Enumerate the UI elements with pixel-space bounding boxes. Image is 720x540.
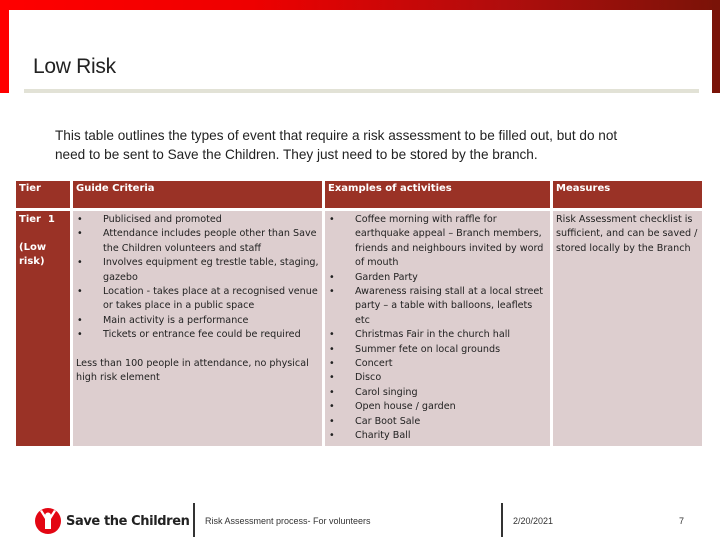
criteria-cell	[73, 211, 322, 446]
list-item: • Christmas Fair in the church hall	[328, 328, 547, 342]
intro-paragraph: This table outlines the types of event that require a risk assessment to be filled out, but do not need to be sent to Save the Children. They just need to be stored by the branch.	[55, 128, 618, 162]
logo-text: Save the Children	[66, 513, 190, 529]
slide-title: Low Risk	[33, 55, 116, 78]
list-item: • Involves equipment eg trestle table, staging, gazebo	[76, 256, 319, 285]
examples-list	[328, 213, 547, 444]
footer-presentation-title: Risk Assessment process- For volunteers	[205, 516, 371, 526]
table-header-row	[16, 181, 702, 208]
list-item: • Car Boot Sale	[328, 415, 547, 429]
list-item: • Tickets or entrance fee could be required	[76, 328, 319, 342]
header-tier: Tier	[16, 181, 70, 208]
header-examples: Examples of activities	[325, 181, 550, 208]
slide-frame-left	[0, 0, 9, 93]
measures-text: Risk Assessment checklist is sufficient, and can be saved / stored locally by the Branch	[556, 214, 698, 254]
tier-sublabel: (Low risk)	[19, 242, 47, 267]
list-item: • Garden Party	[328, 271, 547, 285]
list-item: • Main activity is a performance	[76, 314, 319, 328]
list-item: • Disco	[328, 371, 547, 385]
list-item: • Charity Ball	[328, 429, 547, 443]
examples-cell	[325, 211, 550, 446]
risk-table	[13, 178, 705, 449]
list-item: • Coffee morning with raffle for earthquake appeal – Branch members, friends and neighbours invited by word of mouth	[328, 213, 547, 271]
title-divider	[24, 89, 699, 93]
list-item: • Open house / garden	[328, 400, 547, 414]
slide-frame-top	[0, 0, 720, 10]
list-item: • Awareness raising stall at a local street party – a table with balloons, leaflets etc	[328, 285, 547, 328]
list-item: • Publicised and promoted	[76, 213, 319, 227]
footer-separator	[501, 503, 503, 537]
tier-label: Tier 1	[19, 214, 55, 225]
save-the-children-logo	[34, 507, 189, 535]
child-arms-raised-icon	[34, 507, 62, 535]
list-item: • Carol singing	[328, 386, 547, 400]
list-item: • Attendance includes people other than Save the Children volunteers and staff	[76, 227, 319, 256]
list-item: • Concert	[328, 357, 547, 371]
measures-cell	[553, 211, 702, 446]
header-guide-criteria: Guide Criteria	[73, 181, 322, 208]
list-item: • Location - takes place at a recognised venue or takes place in a public space	[76, 285, 319, 314]
criteria-list	[76, 213, 319, 343]
slide-frame-right	[712, 0, 720, 93]
list-item: • Summer fete on local grounds	[328, 343, 547, 357]
footer-date: 2/20/2021	[513, 516, 554, 526]
header-measures: Measures	[553, 181, 702, 208]
table-row	[16, 211, 702, 446]
footer-separator	[193, 503, 195, 537]
criteria-note: Less than 100 people in attendance, no physical high risk element	[76, 357, 309, 384]
page-number: 7	[679, 516, 685, 526]
tier-cell	[16, 211, 70, 446]
